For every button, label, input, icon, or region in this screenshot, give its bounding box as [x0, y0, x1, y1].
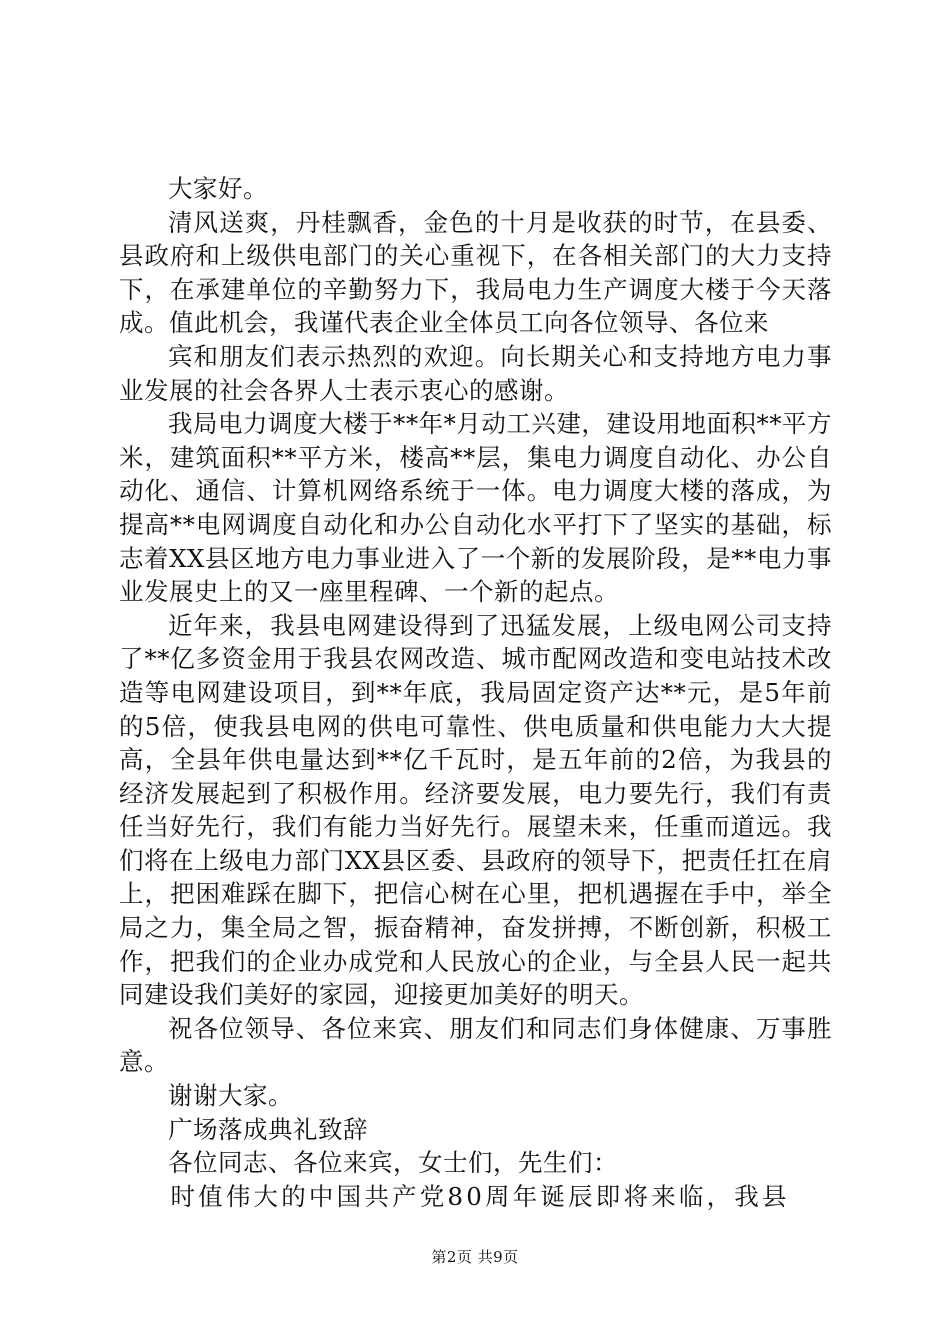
paragraph-salutation: 各位同志、各位来宾，女士们，先生们： [168, 1148, 618, 1178]
paragraph-square-opening: 时值伟大的中国共产党80周年诞辰即将来临，我县 [170, 1181, 790, 1211]
page-number-footer: 第2页 共9页 [431, 1248, 519, 1266]
paragraph-thanks: 谢谢大家。 [168, 1081, 293, 1111]
paragraph-welcome: 宾和朋友们表示热烈的欢迎。向长期关心和支持地方电力事业发展的社会各界人士表示衷心的感谢。 [119, 341, 832, 405]
paragraph-wishes: 祝各位领导、各位来宾、朋友们和同志们身体健康、万事胜意。 [119, 1013, 832, 1077]
document-body [119, 172, 832, 1213]
section-heading: 广场落成典礼致辞 [168, 1114, 368, 1144]
paragraph-opening: 清风送爽，丹桂飘香，金色的十月是收获的时节，在县委、县政府和上级供电部门的关心重视下，在各相关部门的大力支持下，在承建单位的辛勤努力下，我局电力生产调度大楼于今天落成。值此机会，我谨代表企业全体员工向各位领导、各位来 [119, 207, 832, 338]
paragraph-building-info: 我局电力调度大楼于**年*月动工兴建，建设用地面积**平方米，建筑面积**平方米，楼高**层，集电力调度自动化、办公自动化、通信、计算机网络系统于一体。电力调度大楼的落成，为提高**电网调度自动化和办公自动化水平打下了坚实的基础，标志着XX县区地方电力事业进入了一个新的发展阶段，是**电力事业发展史上的又一座里程碑、一个新的起点。 [119, 409, 832, 607]
paragraph-greeting: 大家好。 [168, 174, 268, 203]
paragraph-development: 近年来，我县电网建设得到了迅猛发展，上级电网公司支持了**亿多资金用于我县农网改造、城市配网改造和变电站技术改造等电网建设项目，到**年底，我局固定资产达**元，是5年前的5倍，使我县电网的供电可靠性、供电质量和供电能力大大提高，全县年供电量达到**亿千瓦时，是五年前的2倍，为我县的经济发展起到了积极作用。经济要发展，电力要先行，我们有责任当好先行，我们有能力当好先行。展望未来，任重而道远。我们将在上级电力部门XX县区委、县政府的领导下，把责任扛在肩上，把困难踩在脚下，把信心树在心里，把机遇握在手中，举全局之力，集全局之智，振奋精神，奋发拼搏，不断创新，积极工作，把我们的企业办成党和人民放心的企业，与全县人民一起共同建设我们美好的家园，迎接更加美好的明天。 [119, 610, 832, 1010]
